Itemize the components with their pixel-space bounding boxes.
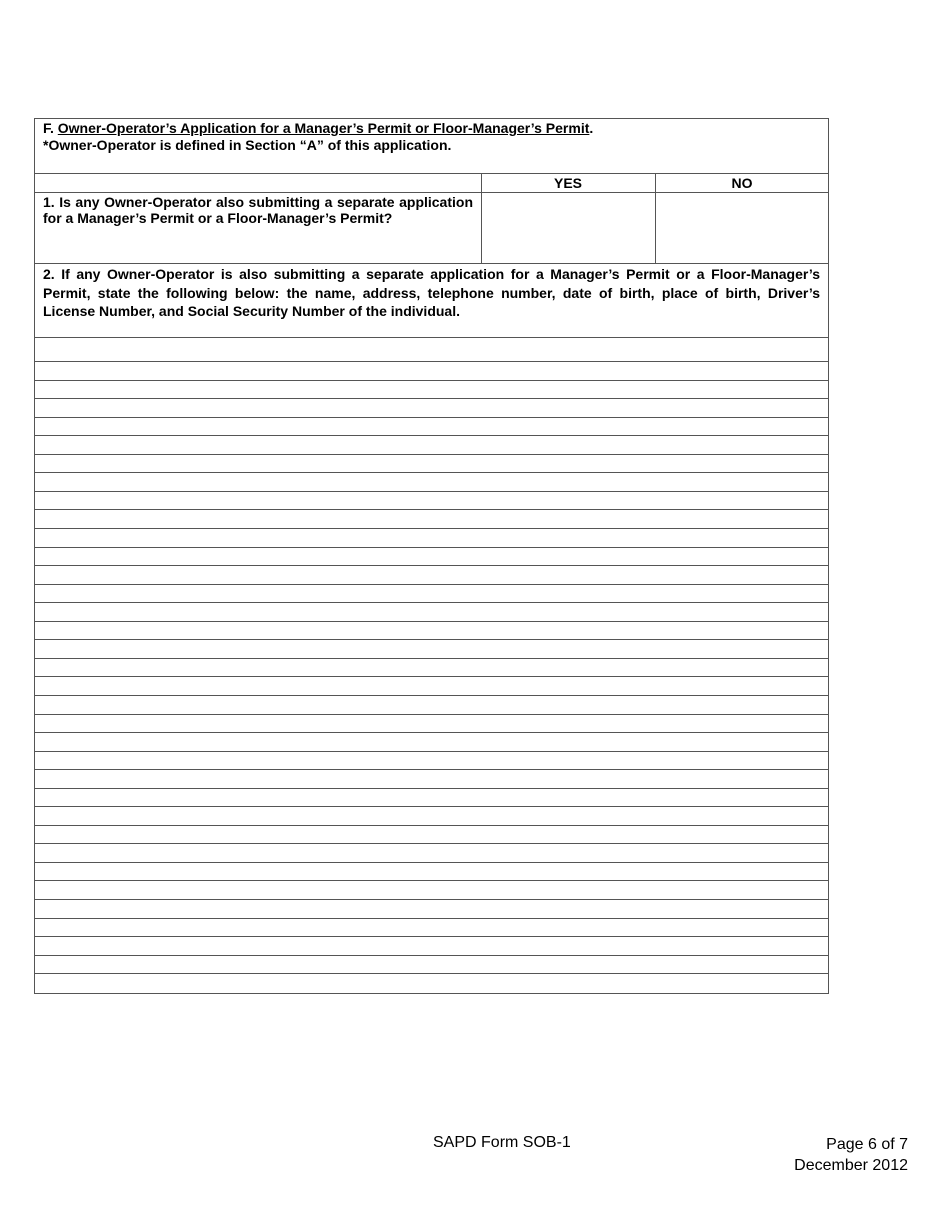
form-section-f (34, 118, 829, 994)
answer-line-entry[interactable] (35, 807, 828, 825)
answer-line-entry[interactable] (35, 677, 828, 695)
answer-line-entry[interactable] (35, 900, 828, 918)
yes-column-header: YES (481, 174, 655, 193)
answer-line-entry[interactable] (35, 436, 828, 454)
section-header (35, 119, 828, 174)
answer-line-entry[interactable] (35, 603, 828, 621)
answer-line-entry[interactable] (35, 659, 828, 677)
answer-line-entry[interactable] (35, 362, 828, 380)
answer-line-entry[interactable] (35, 529, 828, 547)
answer-line-entry[interactable] (35, 381, 828, 399)
footer-form-id: SAPD Form SOB-1 (433, 1134, 571, 1151)
answer-line-entry[interactable] (35, 844, 828, 862)
answer-line-entry[interactable] (35, 863, 828, 881)
section-letter: F. (43, 120, 54, 136)
answer-line-entry[interactable] (35, 919, 828, 937)
answer-line-entry[interactable] (35, 752, 828, 770)
answer-line-entry[interactable] (35, 585, 828, 603)
answer-line-entry[interactable] (35, 510, 828, 528)
answer-line-entry[interactable] (35, 566, 828, 584)
answer-line-entry[interactable] (35, 418, 828, 436)
question-2: 2. If any Owner-Operator is also submitting a separate application for a Manager’s Permit or a Floor-Manager’s Permit, state the following below: the name, address, telephone number, date of birth, place of birth, Driver’s License Number, and Social Security Number of the individual. (35, 263, 828, 338)
question-column-header (35, 174, 481, 193)
answer-line-entry[interactable] (35, 956, 828, 974)
footer-page-number: Page 6 of 7 (826, 1136, 908, 1153)
answer-line-entry[interactable] (35, 715, 828, 733)
section-title-end: . (589, 120, 594, 136)
section-definition: *Owner-Operator is defined in Section “A” of this application. (43, 137, 452, 153)
answer-line-entry[interactable] (35, 455, 828, 473)
no-column-header: NO (655, 174, 829, 193)
answer-line-entry[interactable] (35, 733, 828, 751)
answer-line-entry[interactable] (35, 622, 828, 640)
question-1: 1. Is any Owner-Operator also submitting a separate application for a Manager’s Permit or a Floor-Manager’s Permit? (43, 194, 473, 226)
answer-line-entry[interactable] (35, 789, 828, 807)
answer-line-entry[interactable] (35, 696, 828, 714)
answer-line-entry[interactable] (35, 770, 828, 788)
question-1-yes-box[interactable] (482, 193, 655, 263)
answer-line-entry[interactable] (35, 826, 828, 844)
footer-date: December 2012 (794, 1157, 908, 1174)
answer-line-entry[interactable] (35, 937, 828, 955)
footer-page-info (794, 1134, 908, 1176)
section-title-line (43, 120, 820, 137)
answer-line-entry[interactable] (35, 974, 828, 992)
answer-line-entry[interactable] (35, 492, 828, 510)
answer-line-entry[interactable] (35, 881, 828, 899)
answer-line-entry[interactable] (35, 640, 828, 658)
answer-line-entry[interactable] (35, 399, 828, 417)
section-title: Owner-Operator’s Application for a Manager’s Permit or Floor-Manager’s Permit (57, 120, 590, 136)
answer-line-entry[interactable] (35, 548, 828, 566)
answer-line-entry[interactable] (35, 338, 828, 361)
answer-line-entry[interactable] (35, 473, 828, 491)
question-1-no-box[interactable] (656, 193, 829, 263)
